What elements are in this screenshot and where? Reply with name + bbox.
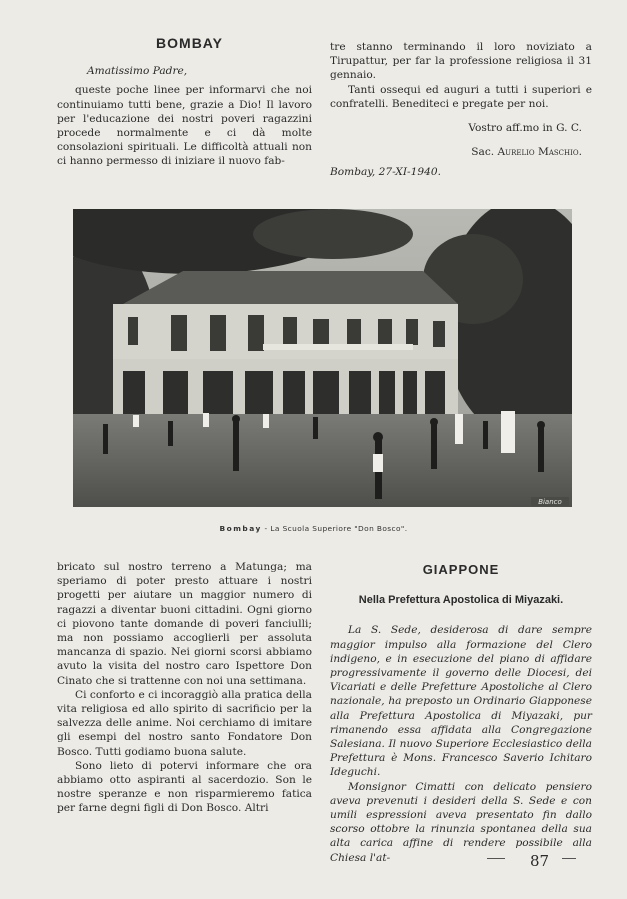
caption-text: La Scuola Superiore "Don Bosco". [270, 524, 408, 533]
bombay-letter-continued [330, 40, 592, 180]
photographer-signature: Bianco [538, 498, 562, 506]
giappone-heading: GIAPPONE [422, 562, 500, 577]
letter-paragraph: queste poche linee per informarvi che noi continuiamo tutti bene, grazie a Dio! Il lavoro per l'educazione dei nostri poveri ragazzini procede normalmente e ci dà molte consolazioni spirituali. Le difficoltà attuali non ci hanno permesso di iniziare il nuovo fab- [57, 84, 312, 168]
letter-signature [330, 145, 592, 159]
school-photograph-drawing [73, 209, 572, 507]
bombay-heading: BOMBAY [156, 35, 223, 51]
signature-prefix: Sac. [471, 146, 495, 159]
letter-place-date: Bombay, 27-XI-1940. [330, 166, 441, 179]
letter-bottom-paragraph-1: bricato sul nostro terreno a Matunga; ma speriamo di poter presto attuare i nostri progetti per aiutare un maggior numero di ragazzi a diventar buoni cittadini. Ogni giorno ci piovono tante domande di poveri fanciulli; ma non possiamo accoglierli per assoluta mancanza di spazio. Nei giorni scorsi abbiamo avuto la visita del nostro caro Ispettore Don Cinato che si trattenne con noi una settimana. [57, 561, 312, 687]
giappone-column [330, 563, 592, 865]
letter-salutation: Amatissimo Padre, [87, 65, 188, 78]
photo-caption [0, 524, 627, 533]
bombay-letter-column [57, 36, 312, 169]
giappone-paragraph-1: La S. Sede, desiderosa di dare sempre maggior impulso alla formazione del Clero indigeno, e in esecuzione del piano di affidare progressivamente il governo delle Diocesi, dei Vicariati e delle Prefetture Apostoliche al Clero nazionale, ha preposto un Ordinario Giapponese alla Prefettura Apostolica di Miyazaki, pur rimanendo essa affidata alla Congregazione Salesiana. Il nuovo Superiore Ecclesiastico della Prefettura è Mons. Francesco Saverio Ichitaro Ideguchi. [330, 624, 592, 779]
page-number-dash-left [487, 858, 505, 859]
letter-bottom-paragraph-2: Ci conforto e ci incoraggiò alla pratica della vita religiosa ed allo spirito di sacrificio per la salvezza delle anime. Noi cerchiamo di imitare gli esempi del nostro santo Fondatore Don Bosco. Tutti godiamo buona salute. [57, 688, 312, 758]
page-number: 87 [530, 852, 550, 870]
page-number-dash-right [562, 858, 576, 859]
bombay-letter-bottom-column [57, 560, 312, 816]
signature-name: Aurelio Maschio. [497, 146, 582, 159]
caption-separator: - [261, 524, 271, 533]
closing-text: Vostro aff.mo in G. C. [468, 122, 582, 135]
school-photograph [73, 209, 572, 507]
giappone-subheading: Nella Prefettura Apostolica di Miyazaki. [358, 594, 564, 607]
letter-bottom-paragraph-3: Sono lieto di potervi informare che ora abbiamo otto aspiranti al sacerdozio. Son le nostre speranze e non risparmieremo fatica per farne degni figli di Don Bosco. Altri [57, 759, 312, 815]
letter-greetings: Tanti ossequi ed auguri a tutti i superiori e confratelli. Benediteci e pregate per noi. [330, 83, 592, 110]
letter-paragraph-continued: tre stanno terminando il loro noviziato a Tirupattur, per far la professione religiosa il 31 gennaio. [330, 41, 592, 82]
letter-closing [330, 121, 592, 135]
caption-place: Bombay [219, 524, 262, 533]
giappone-paragraph-2: Monsignor Cimatti con delicato pensiero aveva prevenuti i desideri della S. Sede e con umili espressioni aveva presentato fin dallo scorso ottobre la rinunzia spontanea della sua alta carica affine di rendere possibile alla Chiesa l'at- [330, 780, 592, 864]
